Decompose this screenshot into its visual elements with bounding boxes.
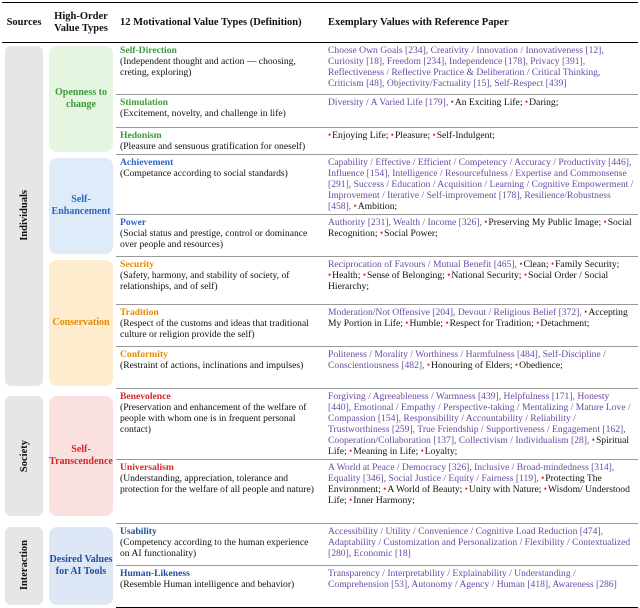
- exemplary-values-cell: Diversity / A Varied Life [179], •An Exciting Life; •Daring;: [324, 95, 638, 128]
- value-type-definition: (Social status and prestige, control or dominance over people and resources): [120, 228, 308, 250]
- source-label: Individuals: [18, 190, 30, 242]
- uncited-value: National Security: [451, 270, 519, 281]
- uncited-value: Health: [332, 270, 358, 281]
- cited-value: Curiosity [18]: [328, 56, 383, 67]
- cited-value: Reflectiveness / Reflective Practice & Deliberation / Critical Thinking: [328, 67, 598, 78]
- value-type-cell: [116, 43, 324, 95]
- bullet-icon: •: [584, 307, 588, 317]
- bullet-icon: •: [524, 97, 529, 107]
- cited-value: Equality [346]: [328, 473, 384, 484]
- high-order-cell: [46, 257, 116, 389]
- exemplary-values-cell: A World at Peace / Democracy [326], Inclusive / Broad-mindedness [314], Equality [346], Social Justice / Equity / Fairness [119], •Protecting The Environment; •A World of Beauty; •Unity with Nature; •Wisdom/ Understood Life; •Inner Harmony;: [324, 460, 638, 524]
- exemplary-values-cell: Capability / Effective / Efficient / Competency / Accuracy / Productivity [446], Influence [154], Intelligence / Resourcefulness / Expertise and Commonsense [291], Success / Education / Acquisition / Learning / Cognitive Empowerment / Improvement / Iterative / Self-improvement [178], Resilience/Robustness [458], •Ambition;: [324, 155, 638, 215]
- exemplary-values-cell: Transparency / Interpretability / Explainability / Understanding / Comprehension [53], Autonomy / Agency / Human [418], Awareness [286]: [324, 566, 638, 608]
- exemplary-values-cell: Authority [231], Wealth / Income [326], •Preserving My Public Image; •Social Recognition; •Social Power;: [324, 215, 638, 257]
- cited-value: True Friendship / Supportiveness / Engagement [162]: [417, 424, 624, 435]
- value-type-definition: (Preservation and enhancement of the welfare of people with whom one is in frequent personal contact): [120, 402, 307, 435]
- bullet-icon: •: [464, 484, 468, 494]
- value-type-name: Security: [120, 259, 155, 270]
- uncited-value: Spiritual Life: [328, 435, 629, 457]
- bullet-icon: •: [445, 318, 449, 328]
- cited-value: Devout / Religious Belief [372]: [457, 307, 580, 318]
- bullet-icon: •: [484, 217, 488, 227]
- bullet-icon: •: [514, 360, 519, 370]
- uncited-value: Sense of Belonging: [366, 270, 443, 281]
- header-exemplary: Exemplary Values with Reference Paper: [324, 3, 638, 43]
- value-type-definition: (Restraint of actions, inclinations and impulses): [120, 360, 304, 371]
- value-type-definition: (Resemble Human intelligence and behavior): [120, 579, 295, 590]
- exemplary-values-cell: Forgiving / Agreeableness / Warmness [439], Helpfulness [171], Honesty [440], Emotional / Empathy / Perspective-taking / Mentalizing / Mature Love / Compassion [154], Responsibility / Accountability / Reliability / Trustworthiness [259], True Friendship / Supportiveness / Engagement [162], Cooperation/Collaboration [137], Collectivism / Individualism [28], •Spiritual Life; •Meaning in Life; •Loyalty;: [324, 389, 638, 460]
- cited-value: Autonomy / Agency / Human [418]: [411, 579, 549, 590]
- uncited-value: Respect for Tradition: [449, 318, 532, 329]
- value-type-cell: [116, 155, 324, 215]
- value-type-name: Achievement: [120, 157, 174, 168]
- exemplary-values-cell: •Enjoying Life; •Pleasure; •Self-Indulgent;: [324, 128, 638, 155]
- cited-value: Politeness / Morality / Worthiness / Harmfulness [484]: [328, 349, 538, 360]
- bullet-icon: •: [379, 228, 384, 238]
- cited-value: Independence [178]: [449, 56, 526, 67]
- uncited-value: An Exciting Life: [454, 97, 520, 108]
- uncited-value: Family Security: [555, 259, 617, 270]
- cited-value: Diversity / A Varied Life [179]: [328, 97, 446, 108]
- source-cell: [2, 43, 46, 389]
- uncited-value: Humble: [409, 318, 441, 329]
- value-type-definition: (Independent thought and action — choosing, creting, exploring): [120, 56, 296, 78]
- uncited-value: Inner Harmony: [353, 495, 413, 506]
- value-type-name: Universalism: [120, 462, 174, 473]
- uncited-value: Social Recognition: [328, 217, 632, 239]
- cited-value: Capability / Effective / Efficient / Competency / Accuracy / Productivity [446]: [328, 157, 629, 168]
- bullet-icon: •: [519, 259, 523, 269]
- uncited-value: A World of Beauty: [387, 484, 460, 495]
- value-type-definition: (Pleasure and sensuous gratification for oneself): [120, 141, 306, 152]
- value-type-definition: (Understanding, appreciation, tolerance and protection for the welfare of all people and nature): [120, 473, 314, 495]
- cited-value: Honesty [440]: [328, 391, 610, 413]
- high-order-label: Conservation: [49, 260, 113, 386]
- cited-value: Creativity / Innovation / Innovativeness [12]: [430, 45, 602, 56]
- exemplary-values-cell: Reciprocation of Favours / Mutual Benefit [465], •Clean; •Family Security; •Health; •Sense of Belonging; •National Security; •Social Order / Social Hierarchy;: [324, 257, 638, 305]
- source-label: Interaction: [18, 540, 30, 591]
- value-type-cell: [116, 347, 324, 389]
- bullet-icon: •: [349, 495, 353, 505]
- uncited-value: Obedience: [519, 360, 561, 371]
- uncited-value: Meaning in Life: [353, 446, 416, 457]
- bullet-icon: •: [536, 318, 540, 328]
- cited-value: Reciprocation of Favours / Mutual Benefit [465]: [328, 259, 515, 270]
- cited-value: Transparency / Interpretability / Explainability / Understanding / Comprehension [53]: [328, 568, 576, 590]
- exemplary-values-cell: Politeness / Morality / Worthiness / Harmfulness [484], Self-Discipline / Conscientiousness [482], •Honouring of Elders; •Obedience;: [324, 347, 638, 389]
- cited-value: Wealth / Income [326]: [393, 217, 480, 228]
- values-table-figure: [0, 2, 640, 600]
- uncited-value: Daring: [529, 97, 556, 108]
- value-type-name: Hedonism: [120, 130, 162, 141]
- uncited-value: Loyalty: [424, 446, 455, 457]
- cited-value: Emotional / Empathy / Perspective-taking / Mentalizing / Mature Love / Compassion [154]: [328, 402, 631, 424]
- value-type-name: Human-Likeness: [120, 568, 190, 579]
- cited-value: Responsibility / Accountability / Reliability / Trustworthiness [259]: [328, 413, 576, 435]
- bullet-icon: •: [426, 360, 431, 370]
- cited-value: Criticism [48]: [328, 78, 383, 89]
- cited-value: Adaptability / Customization and Personalization / Flexibility / Contextualized [280]: [328, 537, 631, 559]
- source-cell: [2, 524, 46, 608]
- bullet-icon: •: [432, 130, 436, 140]
- value-type-definition: (Competency according to the human experience on AI functionality): [120, 537, 309, 559]
- cited-value: Objectivity/Factuality [15]: [386, 78, 490, 89]
- bullet-icon: •: [523, 270, 527, 280]
- table-row: [2, 389, 638, 460]
- value-type-definition: (Excitement, novelty, and challenge in life): [120, 108, 286, 119]
- cited-value: A World at Peace / Democracy [326]: [328, 462, 470, 473]
- cited-value: Self-Respect [439]: [494, 78, 567, 89]
- cited-value: Helpfulness [171]: [503, 391, 573, 402]
- cited-value: Privacy [391]: [530, 56, 583, 67]
- exemplary-values-cell: Accessibility / Utility / Convenience / Cognitive Load Reduction [474], Adaptability / Customization and Personalization / Flexibility / Contextualized [280], Economic [18]: [324, 524, 638, 566]
- bullet-icon: •: [328, 130, 332, 140]
- bullet-icon: •: [328, 270, 332, 280]
- value-type-name: Tradition: [120, 307, 159, 318]
- cited-value: Economic [18]: [353, 548, 411, 559]
- value-type-definition: (Respect of the customs and ideas that traditional culture or religion provide the self): [120, 318, 309, 340]
- cited-value: Success / Education / Acquisition / Learning / Cognitive Empowerment / Improvement / Iterative / Self-improvement [178]: [328, 179, 634, 201]
- bullet-icon: •: [591, 435, 595, 445]
- uncited-value: Preserving My Public Image: [488, 217, 599, 228]
- uncited-value: Honouring of Elders: [431, 360, 510, 371]
- cited-value: Social Justice / Equity / Fairness [119]: [388, 473, 537, 484]
- cited-value: Inclusive / Broad-mindedness [314]: [474, 462, 612, 473]
- value-type-name: Power: [120, 217, 147, 228]
- bullet-icon: •: [603, 217, 607, 227]
- value-type-definition: (Safety, harmony, and stability of society, of relationships, and of self): [120, 270, 290, 292]
- exemplary-values-cell: Choose Own Goals [234], Creativity / Innovation / Innovativeness [12], Curiosity [18], Freedom [234], Independence [178], Privacy [391], Reflectiveness / Reflective Practice & Deliberation / Critical Thinking, Criticism [48], Objectivity/Factuality [15], Self-Respect [439]: [324, 43, 638, 95]
- uncited-value: Pleasure: [394, 130, 428, 141]
- bullet-icon: •: [383, 484, 387, 494]
- bullet-icon: •: [353, 201, 357, 211]
- cited-value: Freedom [234]: [386, 56, 445, 67]
- cited-value: Collectivism / Individualism [28]: [458, 435, 587, 446]
- value-type-cell: [116, 215, 324, 257]
- header-sources: Sources: [2, 3, 46, 43]
- cited-value: Moderation/Not Offensive [204]: [328, 307, 454, 318]
- high-order-label: Desired Values for AI Tools: [49, 527, 113, 605]
- uncited-value: Ambition: [357, 201, 395, 212]
- cited-value: Accessibility / Utility / Convenience / Cognitive Load Reduction [474]: [328, 526, 601, 537]
- value-type-cell: [116, 95, 324, 128]
- uncited-value: Wisdom/ Understood Life: [328, 484, 630, 506]
- header-high-order: High-Order Value Types: [46, 3, 116, 43]
- header-types: 12 Motivational Value Types (Definition): [116, 3, 324, 43]
- cited-value: Intelligence / Resourcefulness / Expertise and Commonsense [291]: [328, 168, 627, 190]
- value-type-name: Conformity: [120, 349, 168, 360]
- source-box: [5, 46, 43, 386]
- table-row: [2, 257, 638, 305]
- bullet-icon: •: [450, 97, 454, 107]
- high-order-cell: [46, 43, 116, 155]
- high-order-label: Openness to change: [49, 46, 113, 152]
- exemplary-values-cell: Moderation/Not Offensive [204], Devout / Religious Belief [372], •Accepting My Portion in Life; •Humble; •Respect for Tradition; •Detachment;: [324, 305, 638, 347]
- value-type-name: Self-Direction: [120, 45, 177, 56]
- value-type-cell: [116, 128, 324, 155]
- values-table: [2, 2, 638, 608]
- cited-value: Awareness [286]: [552, 579, 617, 590]
- cited-value: Cooperation/Collaboration [137]: [328, 435, 455, 446]
- value-type-cell: [116, 566, 324, 608]
- cited-value: Influence [154]: [328, 168, 388, 179]
- high-order-cell: [46, 389, 116, 524]
- uncited-value: Protecting The Environment: [328, 473, 602, 495]
- value-type-name: Usability: [120, 526, 157, 537]
- bullet-icon: •: [349, 446, 353, 456]
- table-row: [2, 43, 638, 95]
- value-type-cell: [116, 460, 324, 524]
- value-type-definition: (Competance according to social standards): [120, 168, 288, 179]
- value-type-name: Benevolence: [120, 391, 171, 402]
- source-box: [5, 396, 43, 516]
- cited-value: Authority [231]: [328, 217, 389, 228]
- value-type-name: Stimulation: [120, 97, 168, 108]
- high-order-label: Self-Transcendence: [49, 396, 113, 516]
- uncited-value: Social Order / Social Hierarchy: [328, 270, 609, 292]
- cited-value: Forgiving / Agreeableness / Warmness [439]: [328, 391, 499, 402]
- uncited-value: Clean: [523, 259, 546, 270]
- uncited-value: Unity with Nature: [468, 484, 539, 495]
- uncited-value: Social Power: [384, 228, 436, 239]
- bullet-icon: •: [390, 130, 394, 140]
- high-order-label: Self-Enhancement: [49, 158, 113, 254]
- value-type-cell: [116, 305, 324, 347]
- source-label: Society: [18, 439, 30, 473]
- table-row: [2, 155, 638, 215]
- bullet-icon: •: [420, 446, 424, 456]
- high-order-cell: [46, 524, 116, 608]
- value-type-cell: [116, 524, 324, 566]
- bullet-icon: •: [362, 270, 366, 280]
- bullet-icon: •: [447, 270, 451, 280]
- source-cell: [2, 389, 46, 524]
- value-type-cell: [116, 257, 324, 305]
- uncited-value: Enjoying Life: [332, 130, 386, 141]
- bullet-icon: •: [541, 473, 545, 483]
- bullet-icon: •: [543, 484, 547, 494]
- bullet-icon: •: [405, 318, 409, 328]
- cited-value: Choose Own Goals [234]: [328, 45, 426, 56]
- high-order-cell: [46, 155, 116, 257]
- cited-value: Self-Discipline / Conscientiousness [482]: [328, 349, 606, 371]
- bullet-icon: •: [550, 259, 555, 269]
- uncited-value: Self-Indulgent: [436, 130, 493, 141]
- uncited-value: Accepting My Portion in Life: [328, 307, 628, 329]
- value-type-cell: [116, 389, 324, 460]
- source-box: [5, 527, 43, 605]
- uncited-value: Detachment: [540, 318, 587, 329]
- cited-value: Resilience/Robustness [458]: [328, 190, 611, 212]
- table-row: [2, 524, 638, 566]
